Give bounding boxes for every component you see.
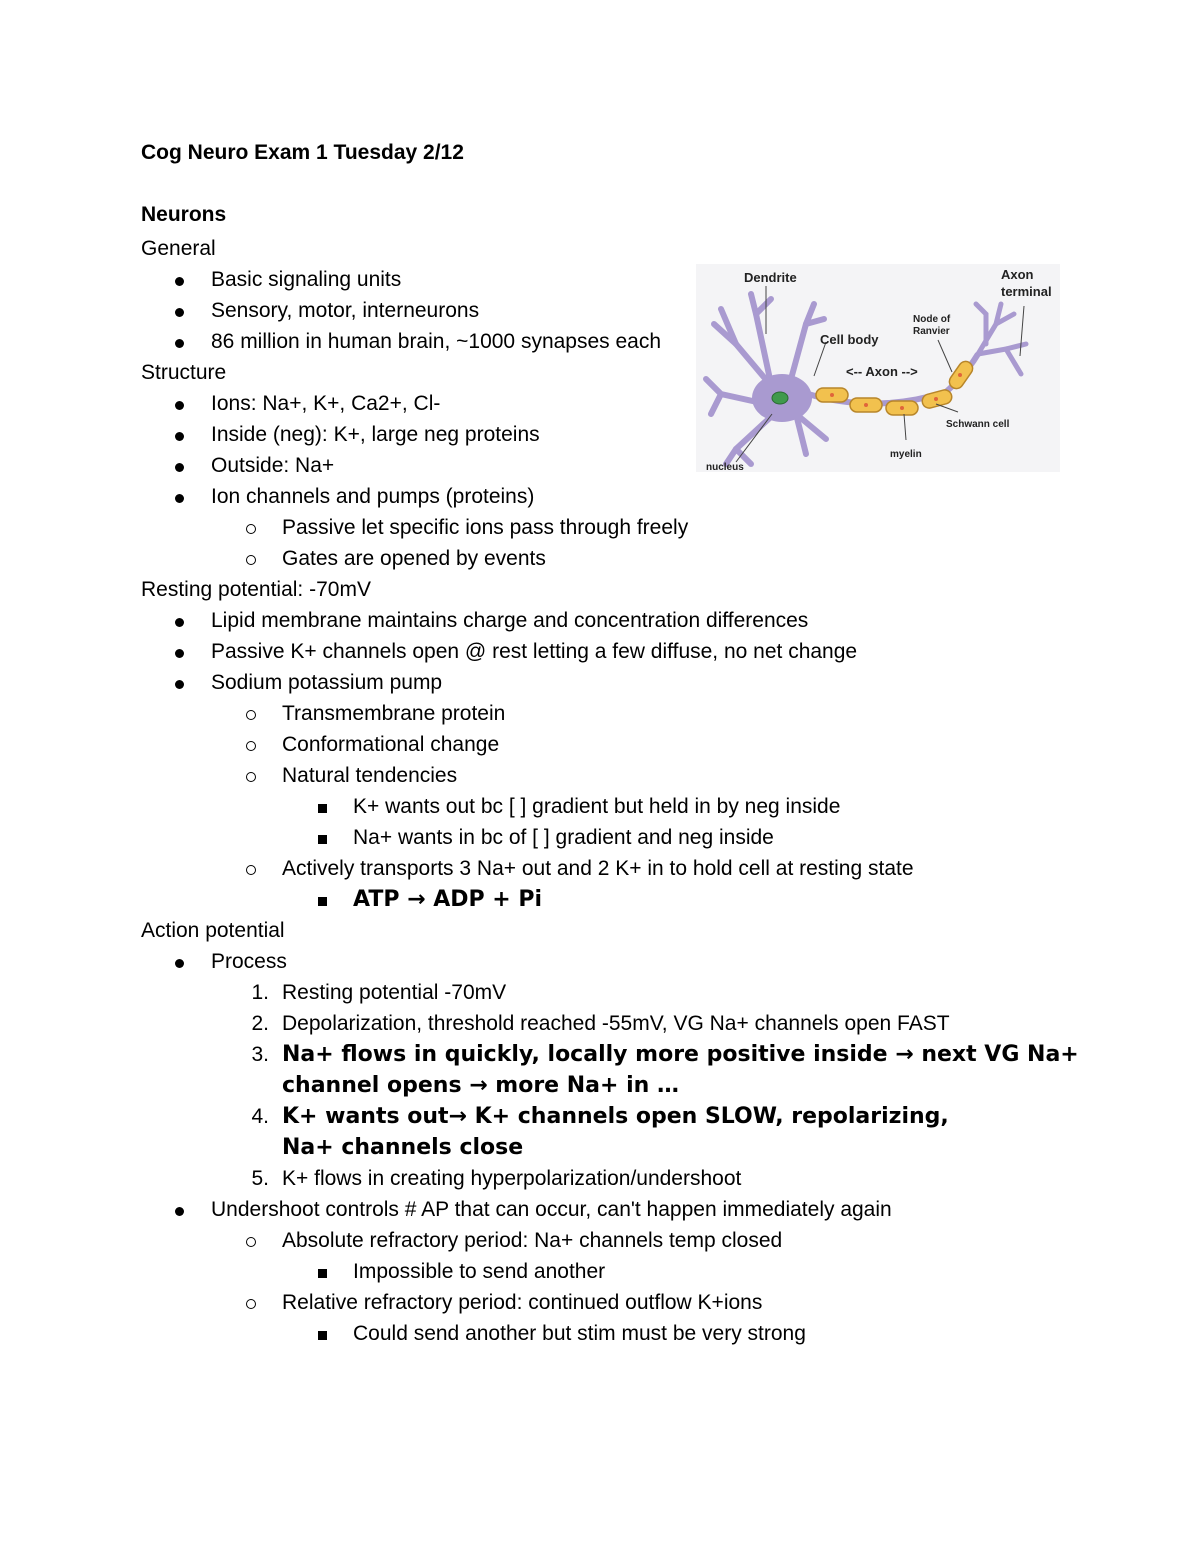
list-item: Passive K+ channels open @ rest letting a few diffuse, no net change xyxy=(141,636,1101,667)
document-title: Cog Neuro Exam 1 Tuesday 2/12 xyxy=(141,141,464,164)
list-item: Gates are opened by events xyxy=(141,543,1101,574)
list-item: Conformational change xyxy=(141,729,1101,760)
process-step: 4. K+ wants out→ K+ channels open SLOW, repolarizing, Na+ channels close xyxy=(251,1104,949,1160)
list-item: Lipid membrane maintains charge and concentration differences xyxy=(141,605,1101,636)
list-item: Process xyxy=(141,946,1101,977)
list-item: Transmembrane protein xyxy=(141,698,1101,729)
list-item: Basic signaling units xyxy=(141,264,661,295)
list-item: Actively transports 3 Na+ out and 2 K+ in to hold cell at resting state xyxy=(141,853,1101,884)
resting-potential-label: Resting potential: -70mV xyxy=(141,578,371,601)
list-item: Sensory, motor, interneurons xyxy=(141,295,661,326)
list-item xyxy=(141,884,1101,915)
list-item: Natural tendencies xyxy=(141,760,1101,791)
axon-label: <-- Axon --> xyxy=(846,364,918,379)
node-of-ranvier-label: Node of xyxy=(913,314,951,325)
nucleus-label: nucleus xyxy=(706,462,744,472)
svg-text:terminal: terminal xyxy=(1001,284,1052,299)
list-item: Passive let specific ions pass through freely xyxy=(141,512,1101,543)
nucleus xyxy=(772,392,788,404)
axon-terminal-label: Axon xyxy=(1001,267,1034,282)
svg-text:Ranvier: Ranvier xyxy=(913,326,950,337)
cell-body-label: Cell body xyxy=(820,332,879,347)
process-step: 3. Na+ flows in quickly, locally more positive inside → next VG Na+ channel opens → more Na+ in … xyxy=(251,1042,1079,1098)
myelin-label: myelin xyxy=(890,449,922,460)
neuron-diagram xyxy=(696,264,1060,472)
list-item: Undershoot controls # AP that can occur, can't happen immediately again xyxy=(141,1194,1101,1225)
action-potential-label: Action potential xyxy=(141,919,285,942)
list-item: Na+ wants in bc of [ ] gradient and neg inside xyxy=(141,822,1101,853)
process-step: 5. K+ flows in creating hyperpolarization/undershoot xyxy=(251,1167,742,1190)
list-item: Sodium potassium pump xyxy=(141,667,1101,698)
list-item: Outside: Na+ xyxy=(141,450,1101,481)
section-heading-neurons: Neurons xyxy=(141,203,227,226)
list-item: Absolute refractory period: Na+ channels temp closed xyxy=(141,1225,1101,1256)
list-item: Relative refractory period: continued outflow K+ions xyxy=(141,1287,1101,1318)
atp-equation: ATP → ADP + Pi xyxy=(353,887,543,912)
list-item: Inside (neg): K+, large neg proteins xyxy=(141,419,1101,450)
structure-label: Structure xyxy=(141,361,227,384)
general-label: General xyxy=(141,237,216,260)
schwann-cell-label: Schwann cell xyxy=(946,419,1010,430)
dendrite-label: Dendrite xyxy=(744,270,797,285)
list-item: Could send another but stim must be very strong xyxy=(141,1318,1101,1349)
process-step: 1. Resting potential -70mV xyxy=(251,981,507,1004)
list-item: 86 million in human brain, ~1000 synapses each xyxy=(141,326,741,357)
process-step: 2. Depolarization, threshold reached -55mV, VG Na+ channels open FAST xyxy=(251,1012,950,1035)
list-item: Ions: Na+, K+, Ca2+, Cl- xyxy=(141,388,1101,419)
list-item: Impossible to send another xyxy=(141,1256,1101,1287)
list-item: Ion channels and pumps (proteins) xyxy=(141,481,1101,512)
list-item: K+ wants out bc [ ] gradient but held in by neg inside xyxy=(141,791,1101,822)
